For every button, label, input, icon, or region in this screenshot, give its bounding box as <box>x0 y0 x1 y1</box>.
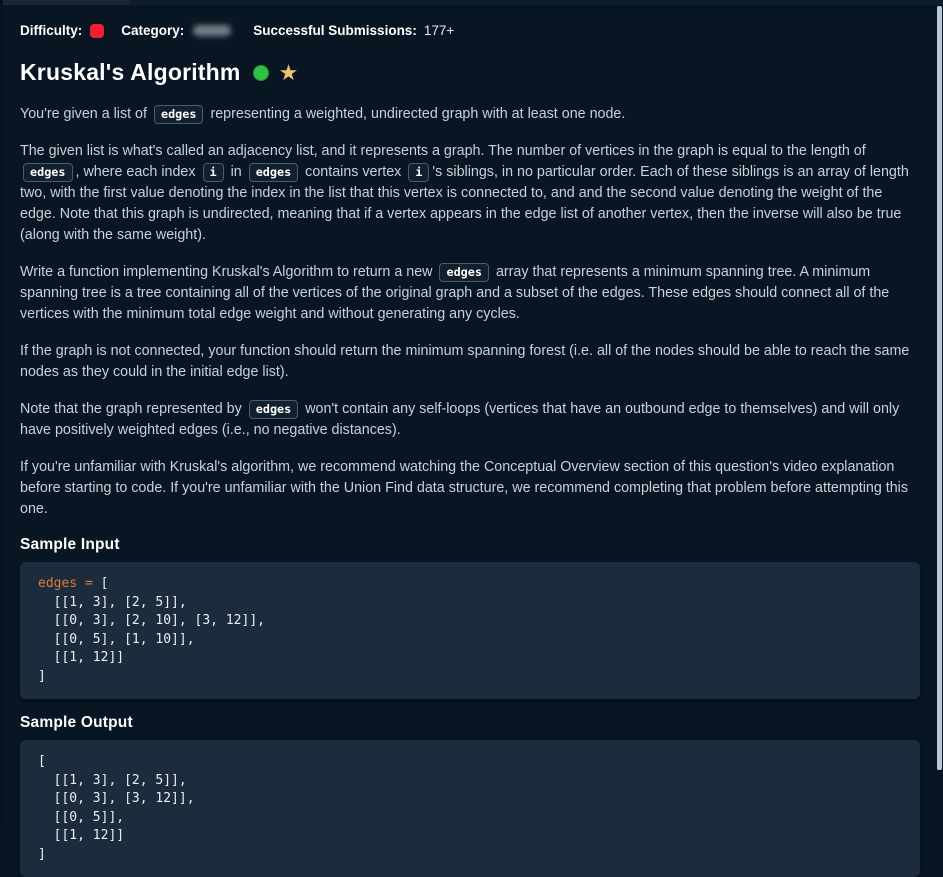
code-line: [[1, 12]] <box>38 828 125 843</box>
description-paragraph: If the graph is not connected, your function should return the minimum spanning forest (i.e. all of the nodes should be able to reach the same nodes as they could in the initial edge list). <box>20 343 910 380</box>
description-paragraph: You're given a list of edges representing a weighted, undirected graph with at least one node. <box>20 106 626 122</box>
submissions-label: Successful Submissions: <box>253 23 417 38</box>
window-left-edge <box>0 0 3 822</box>
inline-code-chip: edges <box>249 400 299 419</box>
sample-output-section <box>20 714 920 877</box>
inline-code-chip: edges <box>23 163 73 182</box>
description-paragraph: Write a function implementing Kruskal's Algorithm to return a new edges array that represents a minimum spanning tree. A minimum spanning tree is a tree containing all of the vertices of the original graph and a subset of the edges. These edges should connect all of the vertices with the minimum total edge weight and without generating any cycles. <box>20 264 890 322</box>
inline-code-chip: edges <box>154 105 204 124</box>
title-row <box>20 59 920 86</box>
description-paragraph: If you're unfamiliar with Kruskal's algorithm, we recommend watching the Conceptual Overview section of this question's video explanation before starting to code. If you're unfamiliar with the Union Find data structure, we recommend completing that problem before attempting this one. <box>20 459 908 517</box>
scrollbar-thumb[interactable] <box>937 6 942 770</box>
inline-code-chip: i <box>203 163 224 182</box>
problem-meta <box>20 22 920 39</box>
code-line: [[0, 3], [2, 10], [3, 12]], <box>38 613 265 628</box>
code-line: [[0, 3], [3, 12]], <box>38 791 195 806</box>
problem-description <box>20 104 920 520</box>
difficulty-label: Difficulty: <box>20 23 83 38</box>
code-line: [[1, 3], [2, 5]], <box>38 772 187 788</box>
submissions-count: 177+ <box>423 23 455 38</box>
code-line: [ <box>38 754 46 769</box>
window-top-edge <box>0 0 943 5</box>
code-line: [[0, 5]], <box>38 809 125 825</box>
inline-code-chip: i <box>408 163 429 182</box>
code-line: [[1, 3], [2, 5]], <box>38 594 187 610</box>
code-line: [[0, 5], [1, 10]], <box>38 631 195 647</box>
problem-page <box>0 5 943 877</box>
difficulty-indicator-icon <box>90 24 104 38</box>
sample-output-code <box>20 740 920 877</box>
star-icon: ★ <box>278 59 299 85</box>
code-line: ] <box>38 846 46 862</box>
sample-input-heading: Sample Input <box>20 536 120 553</box>
code-line: [[1, 12]] <box>38 650 125 665</box>
page-title: Kruskal's Algorithm <box>20 59 241 85</box>
code-line: ] <box>38 668 46 684</box>
sample-input-section <box>20 536 920 699</box>
inline-code-chip: edges <box>439 263 489 282</box>
category-label: Category: <box>121 23 185 38</box>
sample-input-code <box>20 562 920 699</box>
category-value-redacted <box>193 25 231 36</box>
description-paragraph: The given list is what's called an adjacency list, and it represents a graph. The number of vertices in the graph is equal to the length of edges , where each index i in edges contains vertex i 's siblings, in no particular order. Each of these siblings is an array of length two, with the first value denoting the index in the list that this vertex is connected to, and and the second value denoting the weight of the edge. Note that this graph is undirected, meaning that if a vertex appears in the edge list of another vertex, then the inverse will also be true (along with the same weight). <box>20 143 909 243</box>
solved-status-icon <box>253 65 269 81</box>
description-paragraph: Note that the graph represented by edges won't contain any self-loops (vertices that have an outbound edge to themselves) and will only have positively weighted edges (i.e., no negative distances). <box>20 401 900 438</box>
window-top-tab <box>0 0 130 5</box>
sample-output-heading: Sample Output <box>20 714 133 731</box>
inline-code-chip: edges <box>249 163 299 182</box>
code-line: edges = [ <box>38 576 109 591</box>
